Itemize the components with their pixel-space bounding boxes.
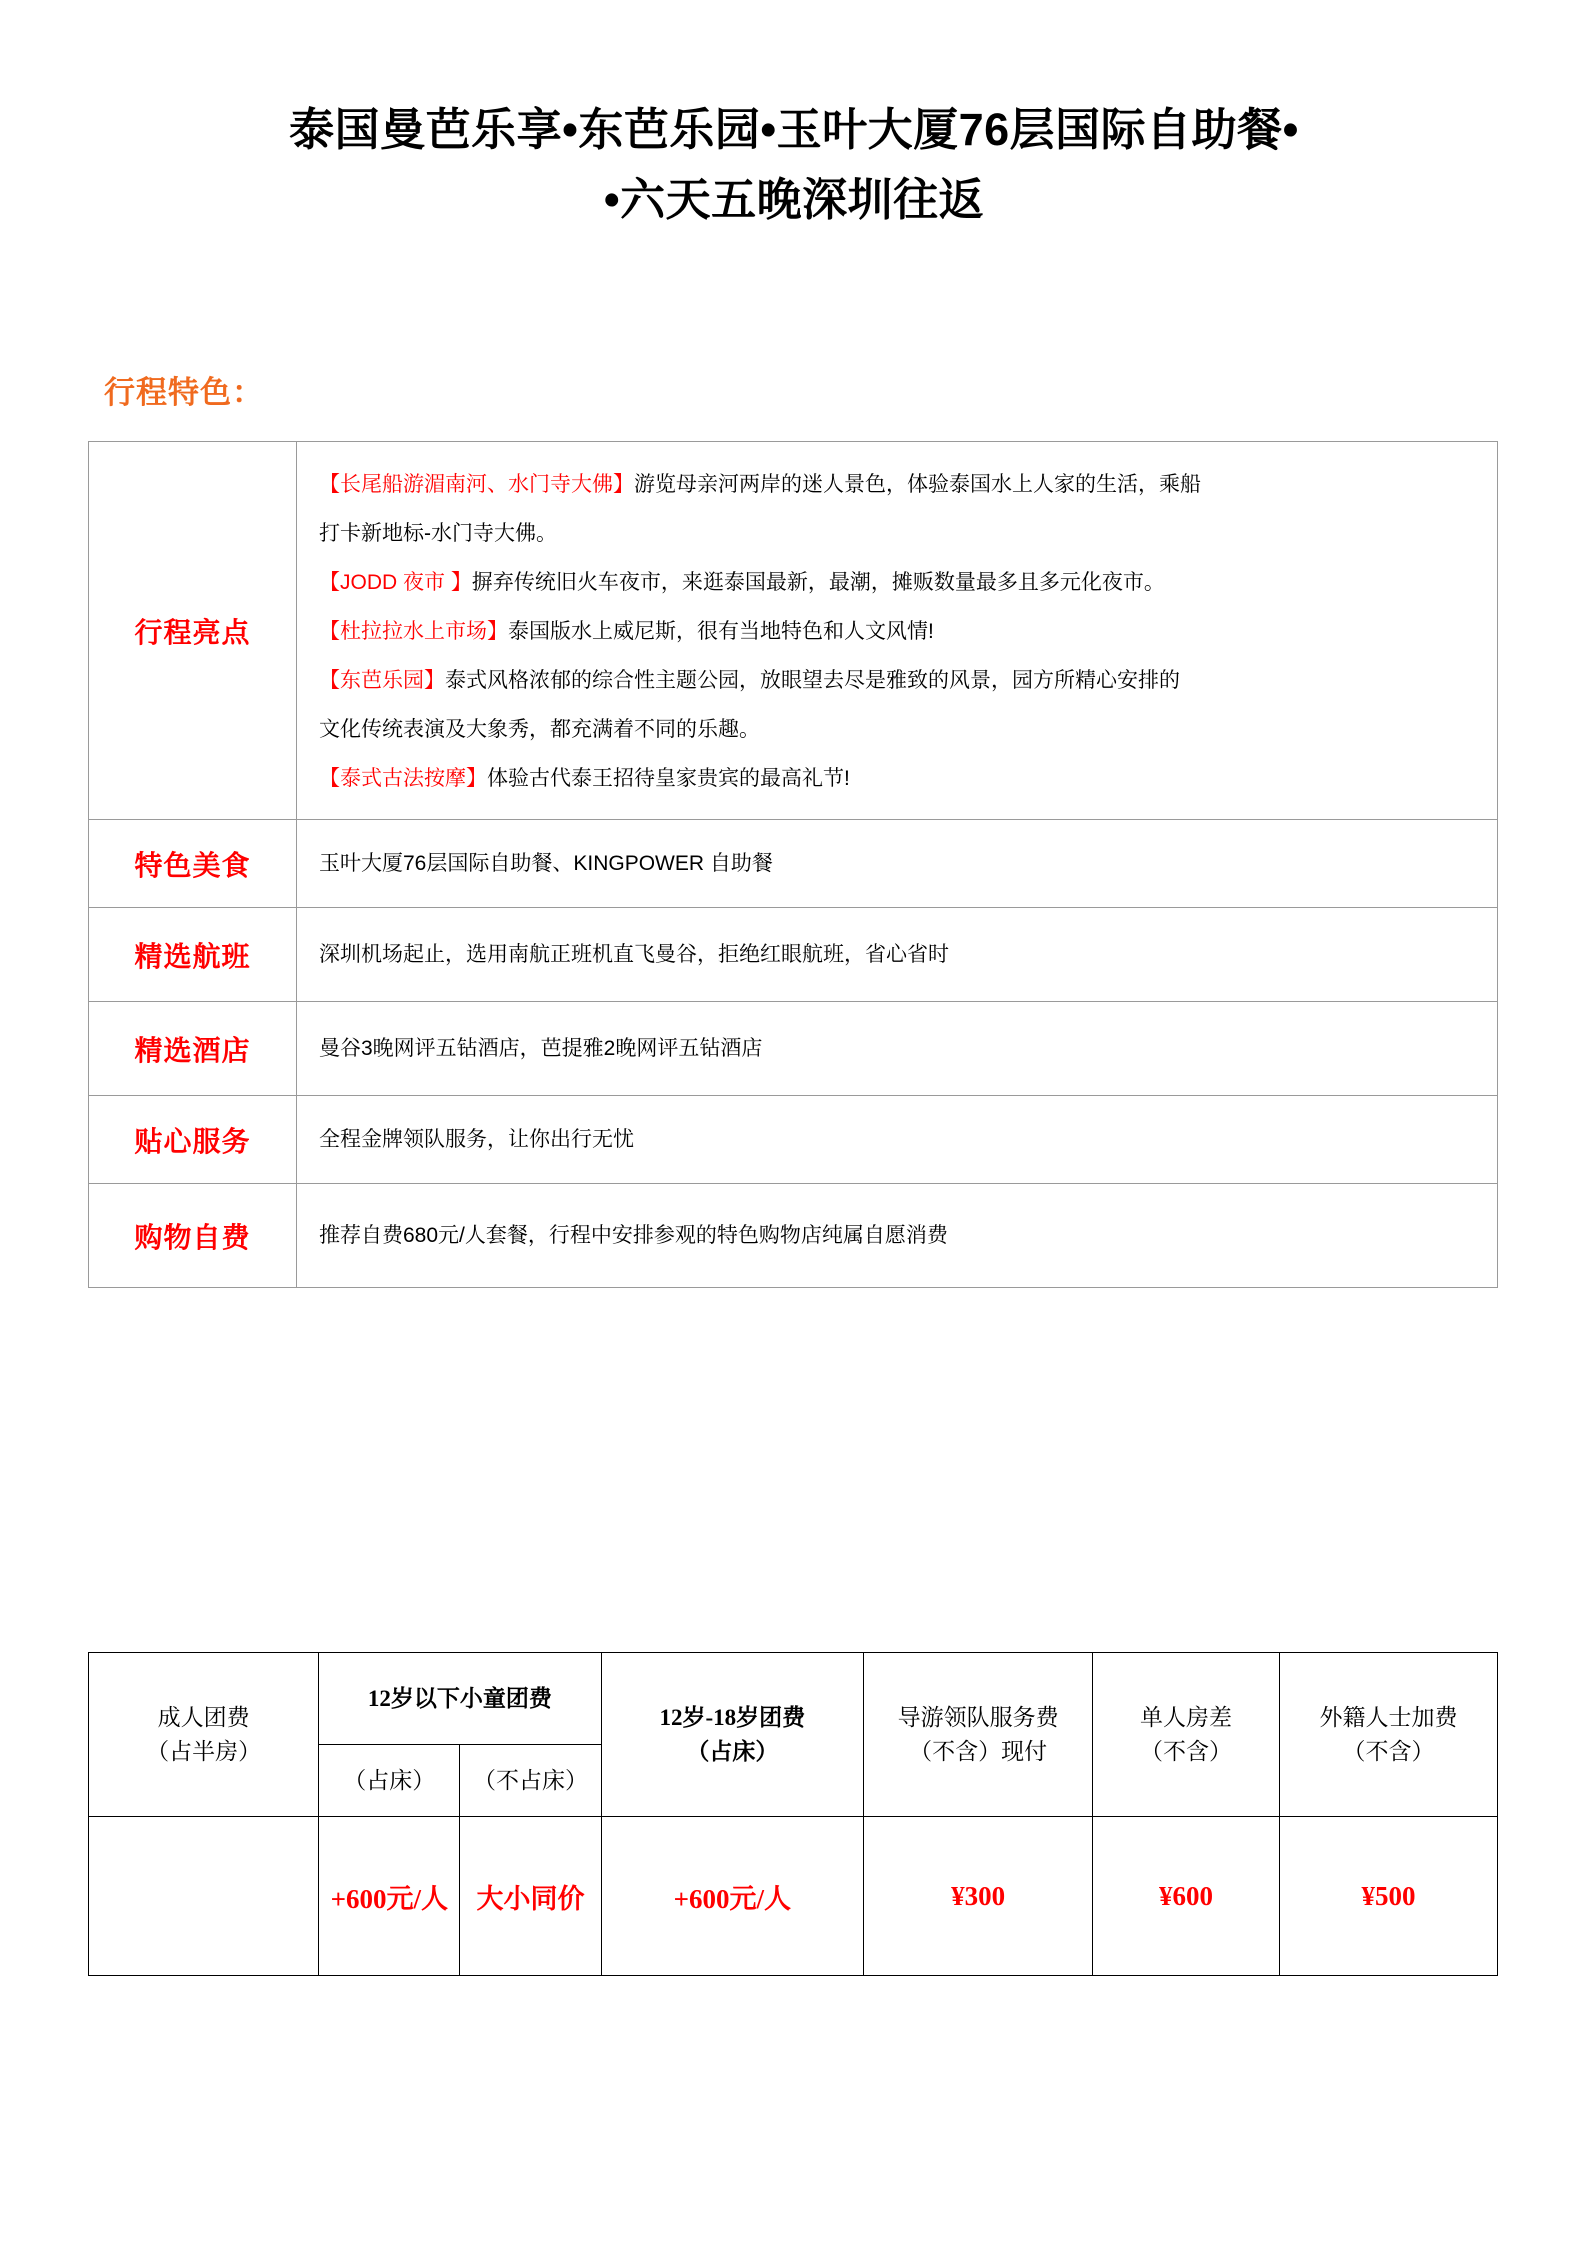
highlight-tag: 【JODD 夜市 】 [319, 571, 472, 594]
header-adult-fee-line1: 成人团费 [157, 1704, 250, 1730]
highlight-text: 体验古代泰王招待皇家贵宾的最高礼节! [487, 767, 850, 790]
header-adult-fee-line2: （占半房） [146, 1738, 262, 1764]
highlight-text: 文化传统表演及大象秀，都充满着不同的乐趣。 [319, 718, 760, 741]
header-teen-fee-line2: （占床） [686, 1738, 779, 1764]
table-row-hotel [89, 1002, 1498, 1096]
header-foreigner-surcharge-line1: 外籍人士加费 [1319, 1704, 1458, 1730]
header-child-without-bed: （不占床） [460, 1745, 601, 1817]
highlight-line [319, 754, 1475, 803]
header-teen-fee [601, 1653, 863, 1817]
table-row-shopping [89, 1184, 1498, 1288]
pricing-header-row-1 [89, 1653, 1498, 1745]
header-single-room-supplement [1093, 1653, 1280, 1817]
table-row-highlights [89, 442, 1498, 820]
row-label-highlights: 行程亮点 [89, 442, 297, 820]
highlight-line [319, 705, 1475, 754]
row-label-flight: 精选航班 [89, 908, 297, 1002]
row-content-flight: 深圳机场起止，选用南航正班机直飞曼谷，拒绝红眼航班，省心省时 [297, 908, 1498, 1002]
row-content-hotel: 曼谷3晚网评五钻酒店，芭提雅2晚网评五钻酒店 [297, 1002, 1498, 1096]
highlight-line [319, 460, 1475, 509]
title-line-2: •六天五晚深圳往返 [603, 174, 985, 225]
page-title [120, 96, 1468, 234]
table-row-flight [89, 908, 1498, 1002]
highlight-tag: 【东芭乐园】 [319, 669, 445, 692]
row-label-hotel: 精选酒店 [89, 1002, 297, 1096]
row-content-food: 玉叶大厦76层国际自助餐、KINGPOWER 自助餐 [297, 820, 1498, 908]
highlight-text: 泰式风格浓郁的综合性主题公园，放眼望去尽是雅致的风景，园方所精心安排的 [445, 669, 1180, 692]
highlight-line [319, 509, 1475, 558]
header-guide-service-fee-line2: （不含）现付 [909, 1738, 1048, 1764]
pricing-table [88, 1652, 1498, 1976]
highlight-text: 泰国版水上威尼斯，很有当地特色和人文风情! [508, 620, 934, 643]
value-child-with-bed: +600元/人 [319, 1817, 460, 1976]
row-label-food: 特色美食 [89, 820, 297, 908]
row-content-highlights [297, 442, 1498, 820]
value-teen-fee: +600元/人 [601, 1817, 863, 1976]
highlight-tag: 【长尾船游湄南河、水门寺大佛】 [319, 473, 634, 496]
row-label-shopping: 购物自费 [89, 1184, 297, 1288]
row-content-service: 全程金牌领队服务，让你出行无忧 [297, 1096, 1498, 1184]
pricing-value-row [89, 1817, 1498, 1976]
header-foreigner-surcharge [1279, 1653, 1497, 1817]
value-child-without-bed: 大小同价 [460, 1817, 601, 1976]
highlight-tag: 【泰式古法按摩】 [319, 767, 487, 790]
value-adult-fee [89, 1817, 319, 1976]
value-single-room-supplement: ¥600 [1093, 1817, 1280, 1976]
header-foreigner-surcharge-line2: （不含） [1342, 1738, 1435, 1764]
header-guide-service-fee-line1: 导游领队服务费 [897, 1704, 1059, 1730]
header-teen-fee-line1: 12岁-18岁团费 [659, 1704, 806, 1730]
highlight-text: 摒弃传统旧火车夜市，来逛泰国最新，最潮，摊贩数量最多且多元化夜市。 [471, 571, 1165, 594]
highlight-line [319, 656, 1475, 705]
highlight-line [319, 607, 1475, 656]
title-line-1: 泰国曼芭乐享•东芭乐园•玉叶大厦76层国际自助餐• [289, 104, 1299, 155]
header-adult-fee [89, 1653, 319, 1817]
highlight-tag: 【杜拉拉水上市场】 [319, 620, 508, 643]
highlight-line [319, 558, 1475, 607]
header-guide-service-fee [864, 1653, 1093, 1817]
highlight-text: 游览母亲河两岸的迷人景色，体验泰国水上人家的生活，乘船 [634, 473, 1201, 496]
itinerary-features-table [88, 441, 1498, 1288]
value-foreigner-surcharge: ¥500 [1279, 1817, 1497, 1976]
section-heading-features: 行程特色： [104, 375, 264, 410]
value-guide-service-fee: ¥300 [864, 1817, 1093, 1976]
header-single-room-line1: 单人房差 [1140, 1704, 1233, 1730]
row-label-service: 贴心服务 [89, 1096, 297, 1184]
header-child-fee-group: 12岁以下小童团费 [319, 1653, 601, 1745]
table-row-service [89, 1096, 1498, 1184]
row-content-shopping: 推荐自费680元/人套餐，行程中安排参观的特色购物店纯属自愿消费 [297, 1184, 1498, 1288]
header-child-with-bed: （占床） [319, 1745, 460, 1817]
header-single-room-line2: （不含） [1140, 1738, 1233, 1764]
table-row-food [89, 820, 1498, 908]
highlight-text: 打卡新地标-水门寺大佛。 [319, 522, 557, 545]
